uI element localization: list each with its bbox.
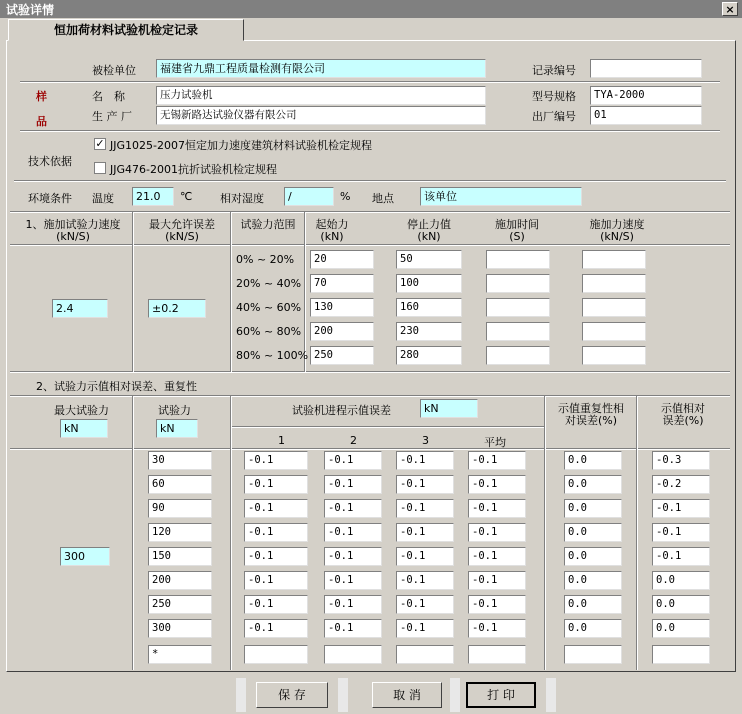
force-field[interactable]: 200 [148,571,212,590]
range-label: 80% ~ 100% [236,349,309,362]
range-label: 0% ~ 20% [236,253,295,266]
separator [338,678,348,712]
force-field[interactable]: 300 [148,619,212,638]
reading-2-field[interactable]: -0.1 [324,475,382,494]
maker-field[interactable]: 无锡新路达试验仪器有限公司 [156,106,486,125]
col-1-header: 1 [278,434,285,447]
divider [10,371,730,373]
divider [20,81,720,83]
save-button[interactable]: 保 存 [256,682,328,708]
stop-force-field[interactable]: 160 [396,298,462,317]
reading-1-field[interactable] [244,645,308,664]
section-2-title: 2、试验力示值相对误差、重复性 [36,380,197,393]
relative-error-header: 示值相对 误差(%) [661,402,705,427]
force-field[interactable]: * [148,645,212,664]
range-label: 60% ~ 80% [236,325,302,338]
col-2-header: 2 [350,434,357,447]
humidity-field[interactable]: / [284,187,334,206]
force-field[interactable]: 60 [148,475,212,494]
print-button[interactable]: 打 印 [466,682,536,708]
apply-rate-field[interactable] [582,298,646,317]
reading-1-field[interactable]: -0.1 [244,451,308,470]
location-label: 地点 [372,192,394,205]
apply-rate-field[interactable] [582,274,646,293]
average-field[interactable]: -0.1 [468,547,526,566]
start-force-field[interactable]: 200 [310,322,374,341]
start-header: 起始力 (kN) [315,218,349,243]
relative-error-field[interactable]: 0.0 [652,571,710,590]
basis-text-jjg476: JJG476-2001抗折试验机检定规程 [110,163,277,176]
force-field[interactable]: 150 [148,547,212,566]
reading-3-field[interactable]: -0.1 [396,595,454,614]
apply-time-field[interactable] [486,346,550,365]
relative-error-field[interactable]: 0.0 [652,595,710,614]
tab-verification-record[interactable]: 恒加荷材料试验机检定记录 [8,19,244,41]
reading-2-field[interactable]: -0.1 [324,547,382,566]
average-field[interactable]: -0.1 [468,595,526,614]
error-header: 最大允许误差 (kN/S) [149,218,215,243]
separator [450,678,460,712]
location-field[interactable]: 该单位 [420,187,582,206]
progress-error-header: 试验机进程示值误差 [292,404,391,417]
temp-unit: ℃ [180,190,193,203]
column-divider [544,396,546,670]
column-divider [230,396,232,670]
time-header: 施加时间 (S) [495,218,539,243]
range-label: 40% ~ 60% [236,301,302,314]
relative-error-field[interactable]: -0.1 [652,523,710,542]
apply-rate-field[interactable] [582,250,646,269]
apply-rate-field[interactable] [582,322,646,341]
start-force-field[interactable]: 250 [310,346,374,365]
apply-time-field[interactable] [486,322,550,341]
reading-2-field[interactable]: -0.1 [324,571,382,590]
reading-2-field[interactable]: -0.1 [324,619,382,638]
window-title: 试验详情 [6,3,55,17]
reading-3-field[interactable]: -0.1 [396,547,454,566]
column-divider [636,396,638,670]
max-force-field[interactable]: 300 [60,547,110,566]
unit-field[interactable]: 福建省九鼎工程质量检测有限公司 [156,59,486,78]
reading-1-field[interactable]: -0.1 [244,523,308,542]
progress-error-unit-field[interactable]: kN [420,399,478,418]
divider [10,448,730,450]
apply-time-field[interactable] [486,298,550,317]
average-field[interactable]: -0.1 [468,475,526,494]
range-header: 试验力范围 [240,218,296,231]
start-force-field[interactable]: 130 [310,298,374,317]
humidity-unit: % [340,190,351,203]
relative-error-field[interactable] [652,645,710,664]
basis-checkbox-jjg1025[interactable]: ✓ [95,137,105,150]
env-label: 环境条件 [28,192,72,205]
reading-2-field[interactable]: -0.1 [324,523,382,542]
reading-1-field[interactable]: -0.1 [244,619,308,638]
repeatability-header: 示值重复性相 对误差(%) [558,402,624,427]
record-no-field[interactable] [590,59,702,78]
reading-3-field[interactable]: -0.1 [396,571,454,590]
max-error-field[interactable]: ±0.2 [148,299,206,318]
force-field[interactable]: 250 [148,595,212,614]
temp-label: 温度 [92,192,114,205]
basis-label: 技术依据 [28,155,72,168]
reading-1-field[interactable]: -0.1 [244,499,308,518]
repeatability-field[interactable] [564,645,622,664]
model-label: 型号规格 [532,90,576,103]
reading-3-field[interactable]: -0.1 [396,523,454,542]
speed-header: 1、施加试验力速度 (kN/S) [25,218,121,243]
repeatability-field[interactable]: 0.0 [564,523,622,542]
cancel-button[interactable]: 取 消 [372,682,442,708]
divider [10,244,730,246]
title-bar [0,0,742,18]
relative-error-field[interactable]: -0.2 [652,475,710,494]
max-force-header: 最大试验力 [54,404,109,417]
average-field[interactable]: -0.1 [468,523,526,542]
reading-2-field[interactable]: -0.1 [324,499,382,518]
apply-rate-field[interactable] [582,346,646,365]
divider [14,180,726,182]
repeatability-field[interactable]: 0.0 [564,499,622,518]
reading-3-field[interactable]: -0.1 [396,499,454,518]
column-divider [132,396,134,670]
humidity-label: 相对湿度 [220,192,264,205]
reading-3-field[interactable]: -0.1 [396,619,454,638]
stop-header: 停止力值 (kN) [407,218,451,243]
model-field[interactable]: TYA-2000 [590,86,702,105]
column-divider [230,212,232,372]
apply-time-field[interactable] [486,250,550,269]
stop-force-field[interactable]: 50 [396,250,462,269]
reading-3-field[interactable] [396,645,454,664]
reading-2-field[interactable]: -0.1 [324,595,382,614]
force-header: 试验力 [158,404,191,417]
rate-header: 施加力速度 (kN/S) [589,218,645,243]
repeatability-field[interactable]: 0.0 [564,475,622,494]
col-3-header: 3 [422,434,429,447]
temp-field[interactable]: 21.0 [132,187,174,206]
repeatability-field[interactable]: 0.0 [564,451,622,470]
separator [236,678,246,712]
relative-error-field[interactable]: -0.1 [652,499,710,518]
divider [230,426,544,428]
start-force-field[interactable]: 70 [310,274,374,293]
stop-force-field[interactable]: 100 [396,274,462,293]
average-field[interactable] [468,645,526,664]
repeatability-field[interactable]: 0.0 [564,571,622,590]
serial-field[interactable]: 01 [590,106,702,125]
divider [20,130,720,132]
force-field[interactable]: 90 [148,499,212,518]
divider [10,395,730,397]
max-force-unit-field[interactable]: kN [60,419,108,438]
force-field[interactable]: 30 [148,451,212,470]
stop-force-field[interactable]: 280 [396,346,462,365]
speed-field[interactable]: 2.4 [52,299,108,318]
reading-3-field[interactable]: -0.1 [396,451,454,470]
repeatability-field[interactable]: 0.0 [564,547,622,566]
average-field[interactable]: -0.1 [468,571,526,590]
avg-header: 平均 [484,436,506,449]
relative-error-field[interactable]: 0.0 [652,619,710,638]
separator [546,678,556,712]
name-field[interactable]: 压力试验机 [156,86,486,105]
name-label: 名 称 [92,90,125,103]
reading-3-field[interactable]: -0.1 [396,475,454,494]
start-force-field[interactable]: 20 [310,250,374,269]
range-label: 20% ~ 40% [236,277,302,290]
stop-force-field[interactable]: 230 [396,322,462,341]
divider [10,211,730,213]
reading-1-field[interactable]: -0.1 [244,475,308,494]
reading-1-field[interactable]: -0.1 [244,571,308,590]
reading-2-field[interactable]: -0.1 [324,451,382,470]
sample-label-1: 样 [36,90,47,103]
force-unit-field[interactable]: kN [156,419,198,438]
maker-label: 生 产 厂 [92,110,132,123]
repeatability-field[interactable]: 0.0 [564,595,622,614]
relative-error-field[interactable]: -0.3 [652,451,710,470]
average-field[interactable]: -0.1 [468,499,526,518]
relative-error-field[interactable]: -0.1 [652,547,710,566]
unit-label: 被检单位 [92,64,136,77]
record-no-label: 记录编号 [532,64,576,77]
average-field[interactable]: -0.1 [468,451,526,470]
basis-text-jjg1025: JJG1025-2007恒定加力速度建筑材料试验机检定规程 [110,139,372,152]
sample-label-2: 品 [36,115,47,128]
close-button[interactable]: × [722,2,738,16]
force-field[interactable]: 120 [148,523,212,542]
basis-checkbox-jjg476[interactable] [94,162,106,174]
apply-time-field[interactable] [486,274,550,293]
reading-2-field[interactable] [324,645,382,664]
serial-label: 出厂编号 [532,110,576,123]
reading-1-field[interactable]: -0.1 [244,595,308,614]
average-field[interactable]: -0.1 [468,619,526,638]
repeatability-field[interactable]: 0.0 [564,619,622,638]
reading-1-field[interactable]: -0.1 [244,547,308,566]
